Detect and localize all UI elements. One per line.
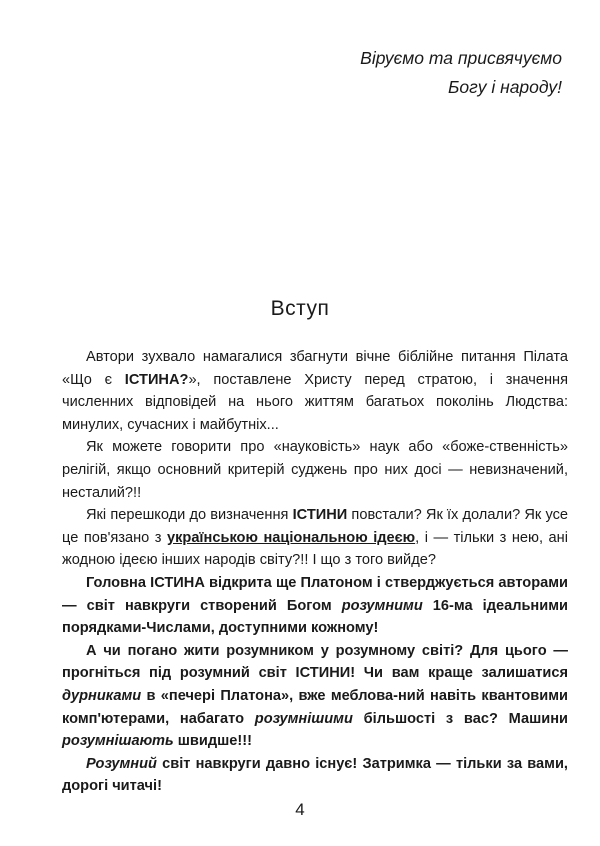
p4-text-2: 16-ма ідеальними порядками-Числами, доступними кожному! bbox=[62, 597, 568, 637]
dedication bbox=[360, 44, 562, 102]
paragraph-4 bbox=[62, 572, 568, 640]
p5-italic-1: дурниками bbox=[62, 687, 142, 704]
dedication-line-1: Віруємо та присвячуємо bbox=[360, 48, 562, 68]
p3-text-2: повстали? Як їх долали? Як усе це пов'язано з bbox=[62, 507, 568, 546]
p4-text-1: Головна ІСТИНА відкрита ще Платоном і стверджується авторами — світ навкруги створений Богом bbox=[62, 574, 568, 614]
p6-italic-1: Розумний bbox=[86, 755, 157, 772]
p5-italic-2: розумнішими bbox=[254, 710, 353, 727]
p5-text-3: більшості з вас? Машини bbox=[352, 710, 568, 727]
page-number: 4 bbox=[295, 800, 305, 819]
p5-text-2: в «печері Платона», вже меблова-ний навіть квантовими комп'ютерами, набагато bbox=[62, 687, 568, 727]
p6-text-1: світ навкруги давно існує! Затримка — тільки за вами, дорогі читачі! bbox=[62, 755, 568, 795]
p3-text-1: Які перешкоди до визначення bbox=[86, 507, 293, 524]
paragraph-3 bbox=[62, 504, 568, 572]
paragraph-6 bbox=[62, 753, 568, 798]
p1-text-1: Автори зухвало намагалися збагнути вічне біблійне питання Пілата «Що є bbox=[62, 349, 568, 388]
p3-text-3: , і — тільки з нею, ані жодною ідеєю інших народів світу?!! І що з того вийде? bbox=[62, 529, 568, 569]
p5-italic-3: розумнішають bbox=[62, 733, 174, 750]
p3-underlined-1: українською національною ідеєю bbox=[166, 529, 416, 546]
dedication-line-2: Богу і народу! bbox=[447, 77, 562, 97]
paragraph-1 bbox=[62, 346, 568, 436]
paragraph-2: Як можете говорити про «науковість» наук або «боже-ственність» релігій, якщо основний критерій суджень про них досі — невизначений, несталий?!! bbox=[62, 439, 568, 501]
p3-bold-1: ІСТИНИ bbox=[292, 507, 348, 524]
p5-text-1: А чи погано жити розумником у розумному світі? Для цього — прогніться під розумний світ ІСТИНИ! Чи вам краще залишатися bbox=[62, 642, 568, 682]
body-text bbox=[62, 346, 568, 798]
paragraph-5 bbox=[62, 640, 568, 753]
section-heading: Вступ bbox=[270, 297, 330, 320]
p1-bold-1: ІСТИНА? bbox=[124, 371, 189, 388]
p5-text-4: швидше!!! bbox=[173, 733, 252, 750]
p1-text-2: », поставлене Христу перед стратою, і значення численних відповідей на нього життям багатьох поколінь Людства: минулих, сучасних і майбутніх... bbox=[62, 371, 568, 433]
p4-italic-1: розумними bbox=[341, 597, 423, 614]
